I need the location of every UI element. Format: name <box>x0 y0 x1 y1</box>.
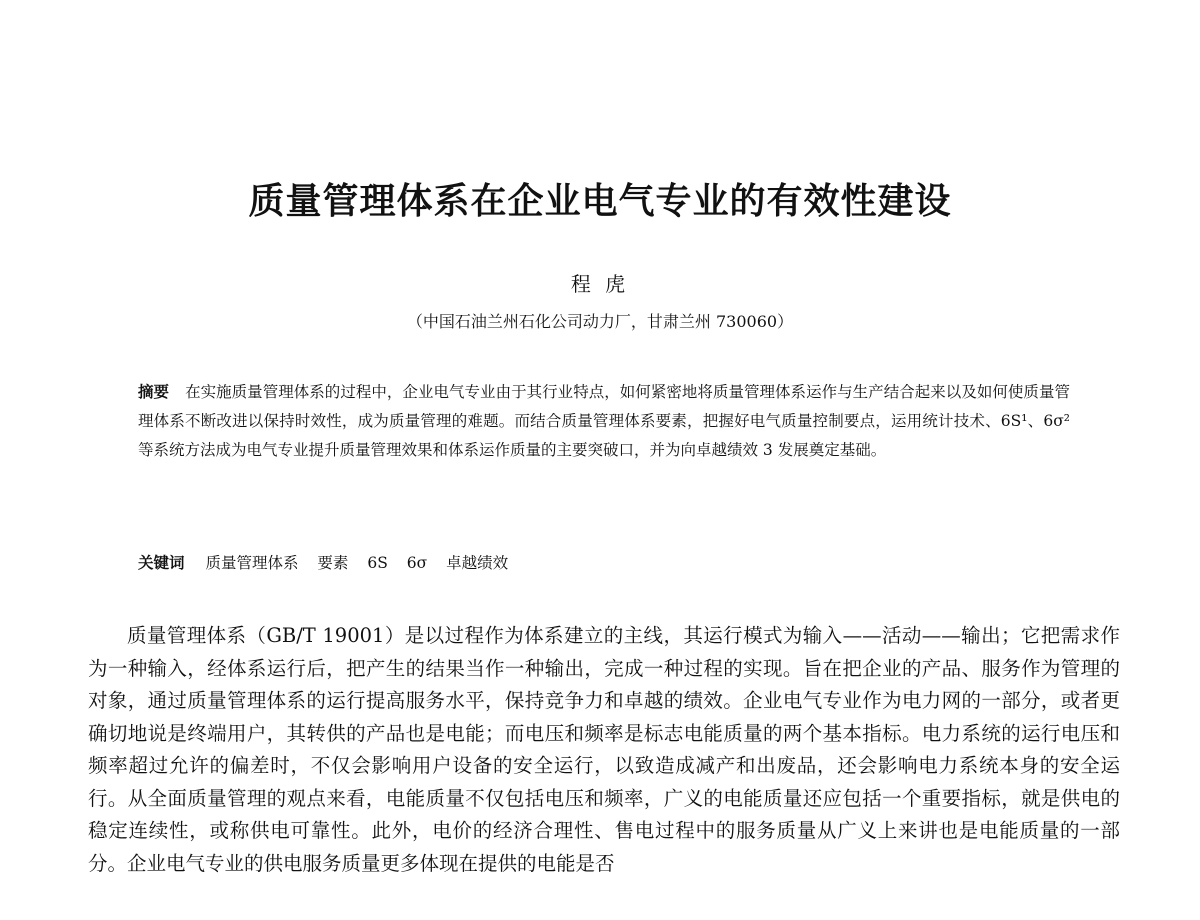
abstract-text: 在实施质量管理体系的过程中，企业电气专业由于其行业特点，如何紧密地将质量管理体系运作与生产结合起来以及如何使质量管理体系不断改进以保持时效性，成为质量管理的难题。而结合质量管理体系要素，把握好电气质量控制要点，运用统计技术、6S¹、6σ² 等系统方法成为电气专业提升质量管理效果和体系运作质量的主要突破口，并为向卓越绩效 3 发展奠定基础。 <box>138 383 1070 459</box>
abstract <box>138 378 1070 465</box>
keywords-label: 关键词 <box>138 554 185 572</box>
keyword-item: 6S <box>367 554 388 572</box>
author-affiliation: （中国石油兰州石化公司动力厂，甘肃兰州 730060） <box>406 312 794 331</box>
keywords <box>138 550 1070 576</box>
keyword-item: 质量管理体系 <box>205 554 299 572</box>
keyword-item: 6σ <box>406 554 428 572</box>
body-paragraph: 质量管理体系（GB/T 19001）是以过程作为体系建立的主线，其运行模式为输入——活动——输出；它把需求作为一种输入，经体系运行后，把产生的结果当作一种输出，完成一种过程的实现。旨在把企业的产品、服务作为管理的对象，通过质量管理体系的运行提高服务水平，保持竞争力和卓越的绩效。企业电气专业作为电力网的一部分，或者更确切地说是终端用户，其转供的产品也是电能；而电压和频率是标志电能质量的两个基本指标。电力系统的运行电压和频率超过允许的偏差时，不仅会影响用户设备的安全运行，以致造成减产和出废品，还会影响电力系统本身的安全运行。从全面质量管理的观点来看，电能质量不仅包括电压和频率，广义的电能质量还应包括一个重要指标，就是供电的稳定连续性，或称供电可靠性。此外，电价的经济合理性、售电过程中的服务质量从广义上来讲也是电能质量的一部分。企业电气专业的供电服务质量更多体现在提供的电能是否 <box>88 624 1120 875</box>
author-name: 程 虎 <box>570 272 630 296</box>
paper-title: 质量管理体系在企业电气专业的有效性建设 <box>248 181 952 222</box>
keyword-item: 卓越绩效 <box>446 554 509 572</box>
abstract-label: 摘要 <box>138 383 170 401</box>
keyword-item: 要素 <box>317 554 349 572</box>
